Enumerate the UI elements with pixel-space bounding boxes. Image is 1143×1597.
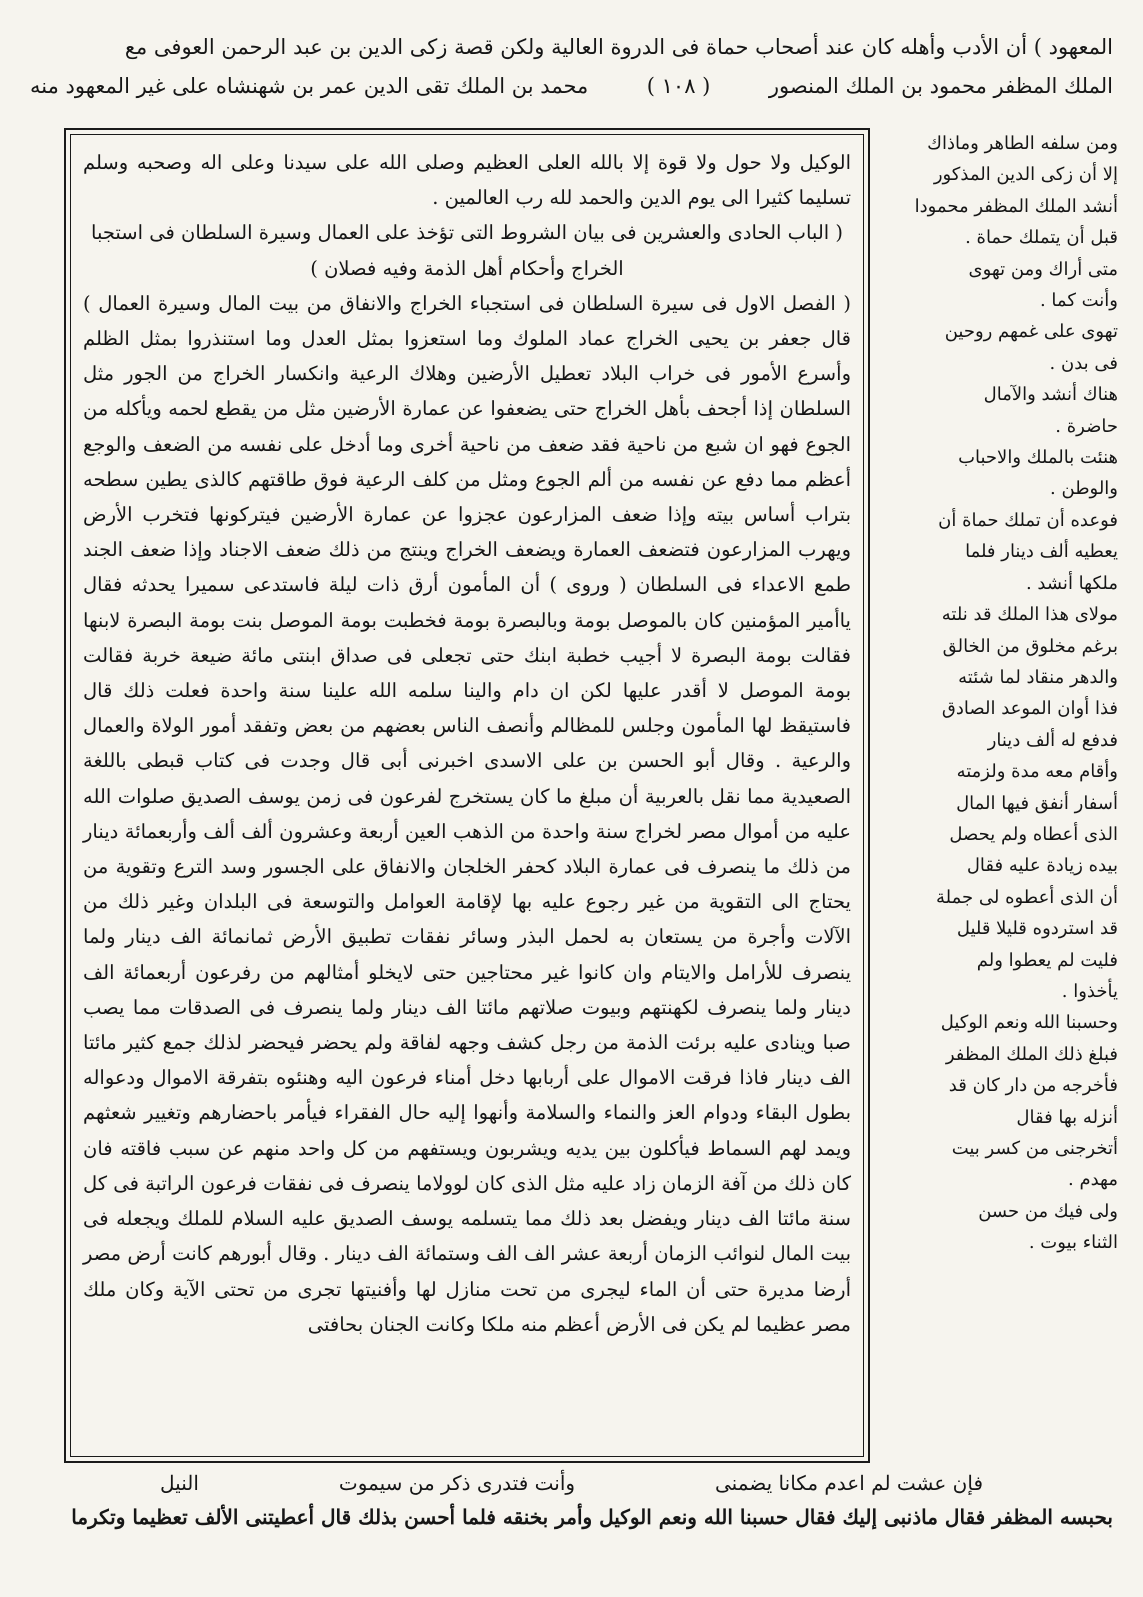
margin-line: أسفار أنفق فيها المال bbox=[956, 792, 1118, 814]
margin-line: تهوى على غمهم روحين bbox=[944, 321, 1118, 343]
margin-line: قد استردوه قليلا قليل bbox=[956, 918, 1118, 940]
header-line-2 bbox=[30, 67, 1113, 106]
margin-line: فبلغ ذلك الملك المظفر bbox=[945, 1043, 1118, 1065]
margin-line: الثناء بيوت . bbox=[1028, 1232, 1118, 1254]
header-line-1: المعهود ) أن الأدب وأهله كان عند أصحاب حماة فى الدروة العالية ولكن قصة زكى الدين بن عبد الرحمن العوفى مع bbox=[124, 35, 1113, 59]
header-title-right: الملك المظفر محمود بن الملك المنصور bbox=[768, 74, 1113, 98]
margin-line: وأنت كما . bbox=[1039, 290, 1118, 312]
margin-line: ولى فيك من حسن bbox=[978, 1200, 1118, 1222]
main-text-inner-frame bbox=[70, 134, 864, 1457]
margin-line: فدفع له ألف دينار bbox=[987, 729, 1118, 751]
margin-commentary bbox=[872, 128, 1118, 1458]
margin-line: بيده زيادة عليه فقال bbox=[966, 855, 1118, 877]
margin-line: أنزله بها فقال bbox=[1016, 1106, 1118, 1128]
page-header bbox=[30, 28, 1113, 106]
footer-verse-end: النيل bbox=[160, 1471, 199, 1495]
margin-line: فليت لم يعطوا ولم bbox=[976, 949, 1118, 971]
main-text-body bbox=[83, 145, 851, 1448]
margin-line: فأخرجه من دار كان قد bbox=[948, 1075, 1118, 1097]
margin-line: هنئت بالملك والاحباب bbox=[958, 447, 1118, 469]
margin-line: متى أراك ومن تهوى bbox=[968, 258, 1118, 280]
margin-line: أتخرجنى من كسر بيت bbox=[951, 1138, 1118, 1159]
footer-verse-left: وأنت فتدرى ذكر من سيموت bbox=[338, 1471, 576, 1495]
page-footer bbox=[30, 1466, 1113, 1534]
margin-line: ملكها أنشد . bbox=[1025, 572, 1118, 594]
margin-line: والدهر منقاد لما شئته bbox=[958, 666, 1118, 688]
margin-line: فذا أوان الموعد الصادق bbox=[941, 698, 1118, 720]
margin-line: مولاى هذا الملك قد نلته bbox=[941, 604, 1118, 626]
footer-verse bbox=[30, 1466, 1113, 1500]
margin-line: الذى أعطاه ولم يحصل bbox=[949, 823, 1118, 845]
margin-line: قبل أن يتملك حماة . bbox=[965, 227, 1118, 249]
footer-verse-right: فإن عشت لم اعدم مكانا يضمنى bbox=[715, 1471, 984, 1495]
main-text-frame bbox=[64, 128, 870, 1463]
margin-line: يعطيه ألف دينار فلما bbox=[965, 541, 1118, 563]
margin-line: فوعده أن تملك حماة أن bbox=[938, 509, 1118, 531]
margin-line: ومن سلفه الطاهر وماذاك bbox=[927, 133, 1118, 154]
margin-line: أن الذى أعطوه لى جملة bbox=[936, 886, 1118, 908]
footer-closing-line: بحبسه المظفر فقال ماذنبى إليك فقال حسبنا الله ونعم الوكيل وأمر بخنقه فلما أحسن بذلك قال أعطيتنى الألف تعظيما وتكرما bbox=[71, 1505, 1113, 1529]
margin-line: والوطن . bbox=[1050, 478, 1118, 500]
margin-line: يأخذوا . bbox=[1061, 980, 1118, 1002]
margin-line: وحسبنا الله ونعم الوكيل bbox=[940, 1012, 1118, 1034]
main-paragraph-opening: الوكيل ولا حول ولا قوة إلا بالله العلى العظيم وصلى الله على سيدنا وعلى اله وصحبه وسلم تسليما كثيرا الى يوم الدين والحمد لله رب العالمين . bbox=[83, 151, 851, 210]
margin-line: أنشد الملك المظفر محمودا bbox=[914, 195, 1118, 217]
header-title-left: محمد بن الملك تقى الدين عمر بن شهنشاه على غير المعهود منه bbox=[30, 74, 589, 98]
margin-line: برغم مخلوق من الخالق bbox=[942, 635, 1118, 657]
margin-line: إلا أن زكى الدين المذكور bbox=[933, 164, 1118, 186]
chapter-heading: ( الباب الحادى والعشرين فى بيان الشروط التى تؤخذ على العمال وسيرة السلطان فى استجبا الخراج وأحكام أهل الذمة وفيه فصلان ) bbox=[91, 221, 843, 280]
margin-line: حاضرة . bbox=[1055, 415, 1118, 437]
main-paragraph-section: ( الفصل الاول فى سيرة السلطان فى استجباء الخراج والانفاق من بيت المال وسيرة العمال ) قال جعفر بن يحيى الخراج عماد الملوك وما استعزوا بمثل العدل وما استنذروا بمثل الظلم وأسرع الأمور فى خراب البلاد تعطيل الأرضين وهلاك الرعية وانكسار الخراج من الجور مثل السلطان إذا أجحف بأهل الخراج حتى يضعفوا عن عمارة الأرضين مثل من يقطع لحمه ويأكله من الجوع فهو ان شبع من ناحية فقد ضعف من ناحية أخرى وما أدخل على نفسه من الضعف والوجع أعظم مما دفع عن نفسه من ألم الجوع ومثل من كلف الرعية فوق طاقتهم كالذى يطين سطحه بتراب أساس بيته وإذا ضعف المزارعون عجزوا عن عمارة الأرضين فيتركونها فتخرب الأرض ويهرب المزارعون فتضعف العمارة ويضعف الخراج وينتج من ذلك ضعف الاجناد وإذا ضعف الجند طمع الاعداء فى السلطان ( وروى ) أن المأمون أرق ذات ليلة فاستدعى سميرا يحدثه فقال ياأمير المؤمنين كان بالموصل بومة وبالبصرة بومة فخطبت بومة الموصل بنت بومة البصرة لابنها فقالت بومة البصرة لا أجيب خطبة ابنك حتى تجعلى فى صداق ابنتى مائة ضيعة خربة فقالت بومة الموصل لا أقدر عليها لكن ان دام والينا سلمه الله علينا سنة واحدة فعلت ذلك قال فاستيقظ لها المأمون وجلس للمظالم وأنصف الناس بعضهم من بعض وتفقد أمور الولاة والعمال والرعية . وقال أبو الحسن بن على الاسدى اخبرنى أبى قال وجدت فى كتاب قبطى باللغة الصعيدية مما نقل بالعربية أن مبلغ ما كان يستخرج لفرعون فى زمن يوسف الصديق صلوات الله عليه من أموال مصر لخراج سنة واحدة من الذهب العين أربعة وعشرون ألف ألف وأربعمائة دينار من ذلك ما ينصرف فى عمارة البلاد كحفر الخلجان والانفاق على الجسور وسد الترع وتقوية من يحتاج الى التقوية من غير رجوع عليه بها لإقامة العوامل والتوسعة فى البلدان وغير ذلك من الآلات وأجرة من يستعان به لحمل البذر وسائر نفقات تطبيق الأرض ثمانمائة الف دينار ولما ينصرف للأرامل والايتام وان كانوا غير محتاجين حتى لايخلو أمثالهم من رفرعون أربعمائة الف دينار ولما ينصرف لكهنتهم وبيوت صلاتهم مائتا الف دينار ولما ينصرف فى الصدقات مما يصب صبا وينادى عليه برئت الذمة من رجل كشف وجهه لفاقة ولم يحضر فيحضر لذلك جمع كثير مائتا الف دينار فاذا فرقت الاموال على أربابها دخل أمناء فرعون اليه وهنئوه بتفرقة الاموال ودعواله بطول البقاء ودوام العز والنماء والسلامة وأنهوا إليه حال الفقراء فيأمر باحضارهم وتغيير شعثهم ويمد لهم السماط فيأكلون بين يديه ويشربون ويستفهم من كل واحد منهم عن سبب فاقته فان كان ذلك من آفة الزمان زاد عليه مثل الذى كان لوولاما ينصرف فى نفقات فرعون الراتبة فى كل سنة مائتا الف دينار ويفضل بعد ذلك مما يتسلمه يوسف الصديق عليه السلام للملك ويجعله فى بيت المال لنوائب الزمان أربعة عشر الف الف وستمائة الف دينار . وقال أبورهم كانت أرض مصر أرضا مديرة حتى أن الماء ليجرى من تحت منازل لها وأفنيتها تجرى من تحتى الآية وكان ملك مصر عظيما لم يكن فى الأرض أعظم منه ملكا وكانت الجنان بحافتى bbox=[83, 291, 851, 1336]
margin-line: فى بدن . bbox=[1049, 352, 1118, 374]
margin-line: وأقام معه مدة ولزمته bbox=[956, 761, 1118, 783]
margin-line: هناك أنشد والآمال bbox=[983, 384, 1118, 406]
margin-line: مهدم . bbox=[1068, 1169, 1118, 1191]
page-number: ( ١٠٨ ) bbox=[646, 74, 711, 98]
